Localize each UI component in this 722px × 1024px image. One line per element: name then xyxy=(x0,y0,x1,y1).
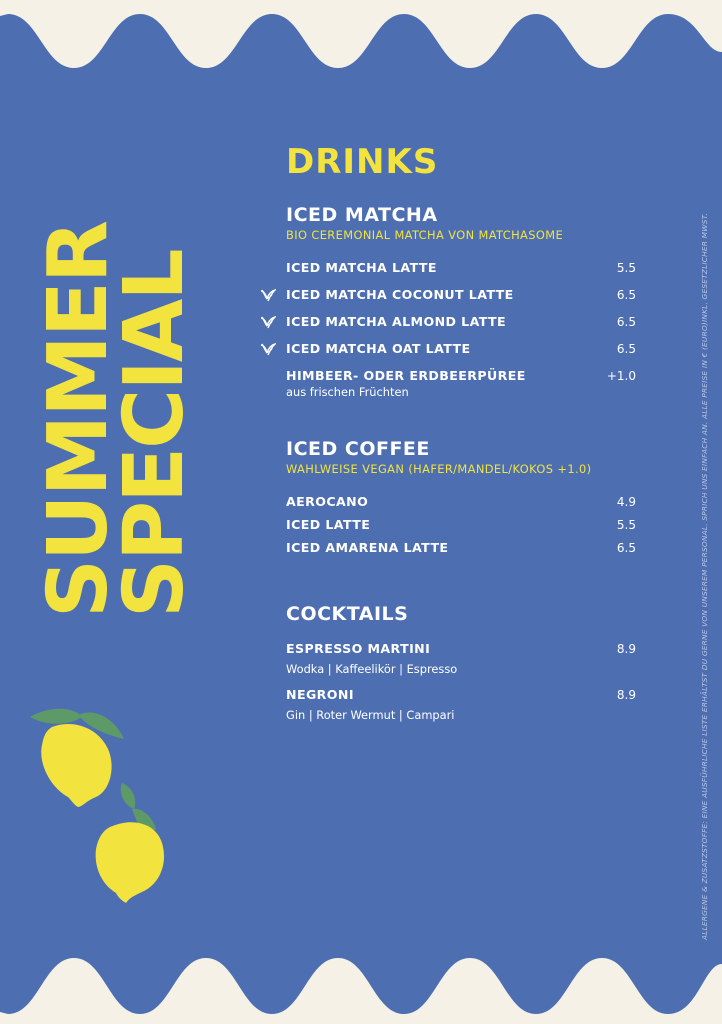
menu-item xyxy=(286,517,638,540)
section-iced-coffee xyxy=(286,438,638,563)
menu-item xyxy=(286,341,638,368)
item-name: AEROCANO xyxy=(286,494,369,509)
item-name: HIMBEER- ODER ERDBEERPÜREE xyxy=(286,368,526,383)
item-price: 5.5 xyxy=(616,261,636,275)
menu-item xyxy=(286,260,638,287)
menu-item xyxy=(286,687,638,723)
allergen-note: ALLERGENE & ZUSATZSTOFFE: EINE AUSFÜHRLICHE LISTE ERHÄLTST DU GERNE VON UNSEREM PERSONAL. SPRICH UNS EINFACH AN. ALLE PREISE IN € (EURO)INKL. GESETZLICHER MWST. xyxy=(700,212,709,940)
section-subtitle: WAHLWEISE VEGAN (HAFER/MANDEL/KOKOS +1.0) xyxy=(286,462,592,476)
top-wave-border xyxy=(0,0,722,80)
item-name: ICED MATCHA OAT LATTE xyxy=(286,341,471,356)
item-price: +1.0 xyxy=(606,369,636,383)
vegan-leaf-icon xyxy=(260,315,276,329)
item-name: NEGRONI xyxy=(286,687,354,702)
item-name: ESPRESSO MARTINI xyxy=(286,641,431,656)
menu-item xyxy=(286,314,638,341)
item-list xyxy=(286,494,638,563)
title-special: SPECIAL xyxy=(107,250,202,618)
item-name: ICED MATCHA ALMOND LATTE xyxy=(286,314,507,329)
summer-special-title xyxy=(18,140,202,630)
item-price: 6.5 xyxy=(616,315,636,329)
item-price: 5.5 xyxy=(616,518,636,532)
drinks-heading: DRINKS xyxy=(286,142,439,182)
item-name: ICED MATCHA LATTE xyxy=(286,260,437,275)
section-title: COCKTAILS xyxy=(286,603,409,625)
menu-item xyxy=(286,494,638,517)
section-cocktails xyxy=(286,603,638,723)
section-title: ICED COFFEE xyxy=(286,438,430,460)
item-price: 6.5 xyxy=(616,342,636,356)
item-price: 4.9 xyxy=(616,495,636,509)
item-name: ICED LATTE xyxy=(286,517,371,532)
item-description: aus frischen Früchten xyxy=(286,385,409,399)
title-summer: SUMMER xyxy=(31,222,126,618)
drinks-menu xyxy=(286,140,638,723)
item-name: ICED MATCHA COCONUT LATTE xyxy=(286,287,514,302)
item-description: Gin | Roter Wermut | Campari xyxy=(286,708,455,722)
vegan-leaf-icon xyxy=(260,342,276,356)
item-list xyxy=(286,641,638,723)
bottom-wave-border xyxy=(0,934,722,1024)
lemon-icon xyxy=(96,783,164,903)
menu-item xyxy=(286,368,638,400)
lemon-icon xyxy=(30,709,124,807)
vegan-leaf-icon xyxy=(260,288,276,302)
item-price: 8.9 xyxy=(616,688,636,702)
menu-item xyxy=(286,540,638,563)
item-description: Wodka | Kaffeelikör | Espresso xyxy=(286,662,458,676)
item-price: 6.5 xyxy=(616,288,636,302)
section-iced-matcha xyxy=(286,204,638,400)
item-name: ICED AMARENA LATTE xyxy=(286,540,449,555)
section-title: ICED MATCHA xyxy=(286,204,438,226)
menu-item xyxy=(286,287,638,314)
item-list xyxy=(286,260,638,400)
menu-item xyxy=(286,641,638,687)
section-subtitle: BIO CEREMONIAL MATCHA VON MATCHASOME xyxy=(286,228,564,242)
item-price: 8.9 xyxy=(616,642,636,656)
lemon-illustration xyxy=(20,705,170,905)
item-price: 6.5 xyxy=(616,541,636,555)
